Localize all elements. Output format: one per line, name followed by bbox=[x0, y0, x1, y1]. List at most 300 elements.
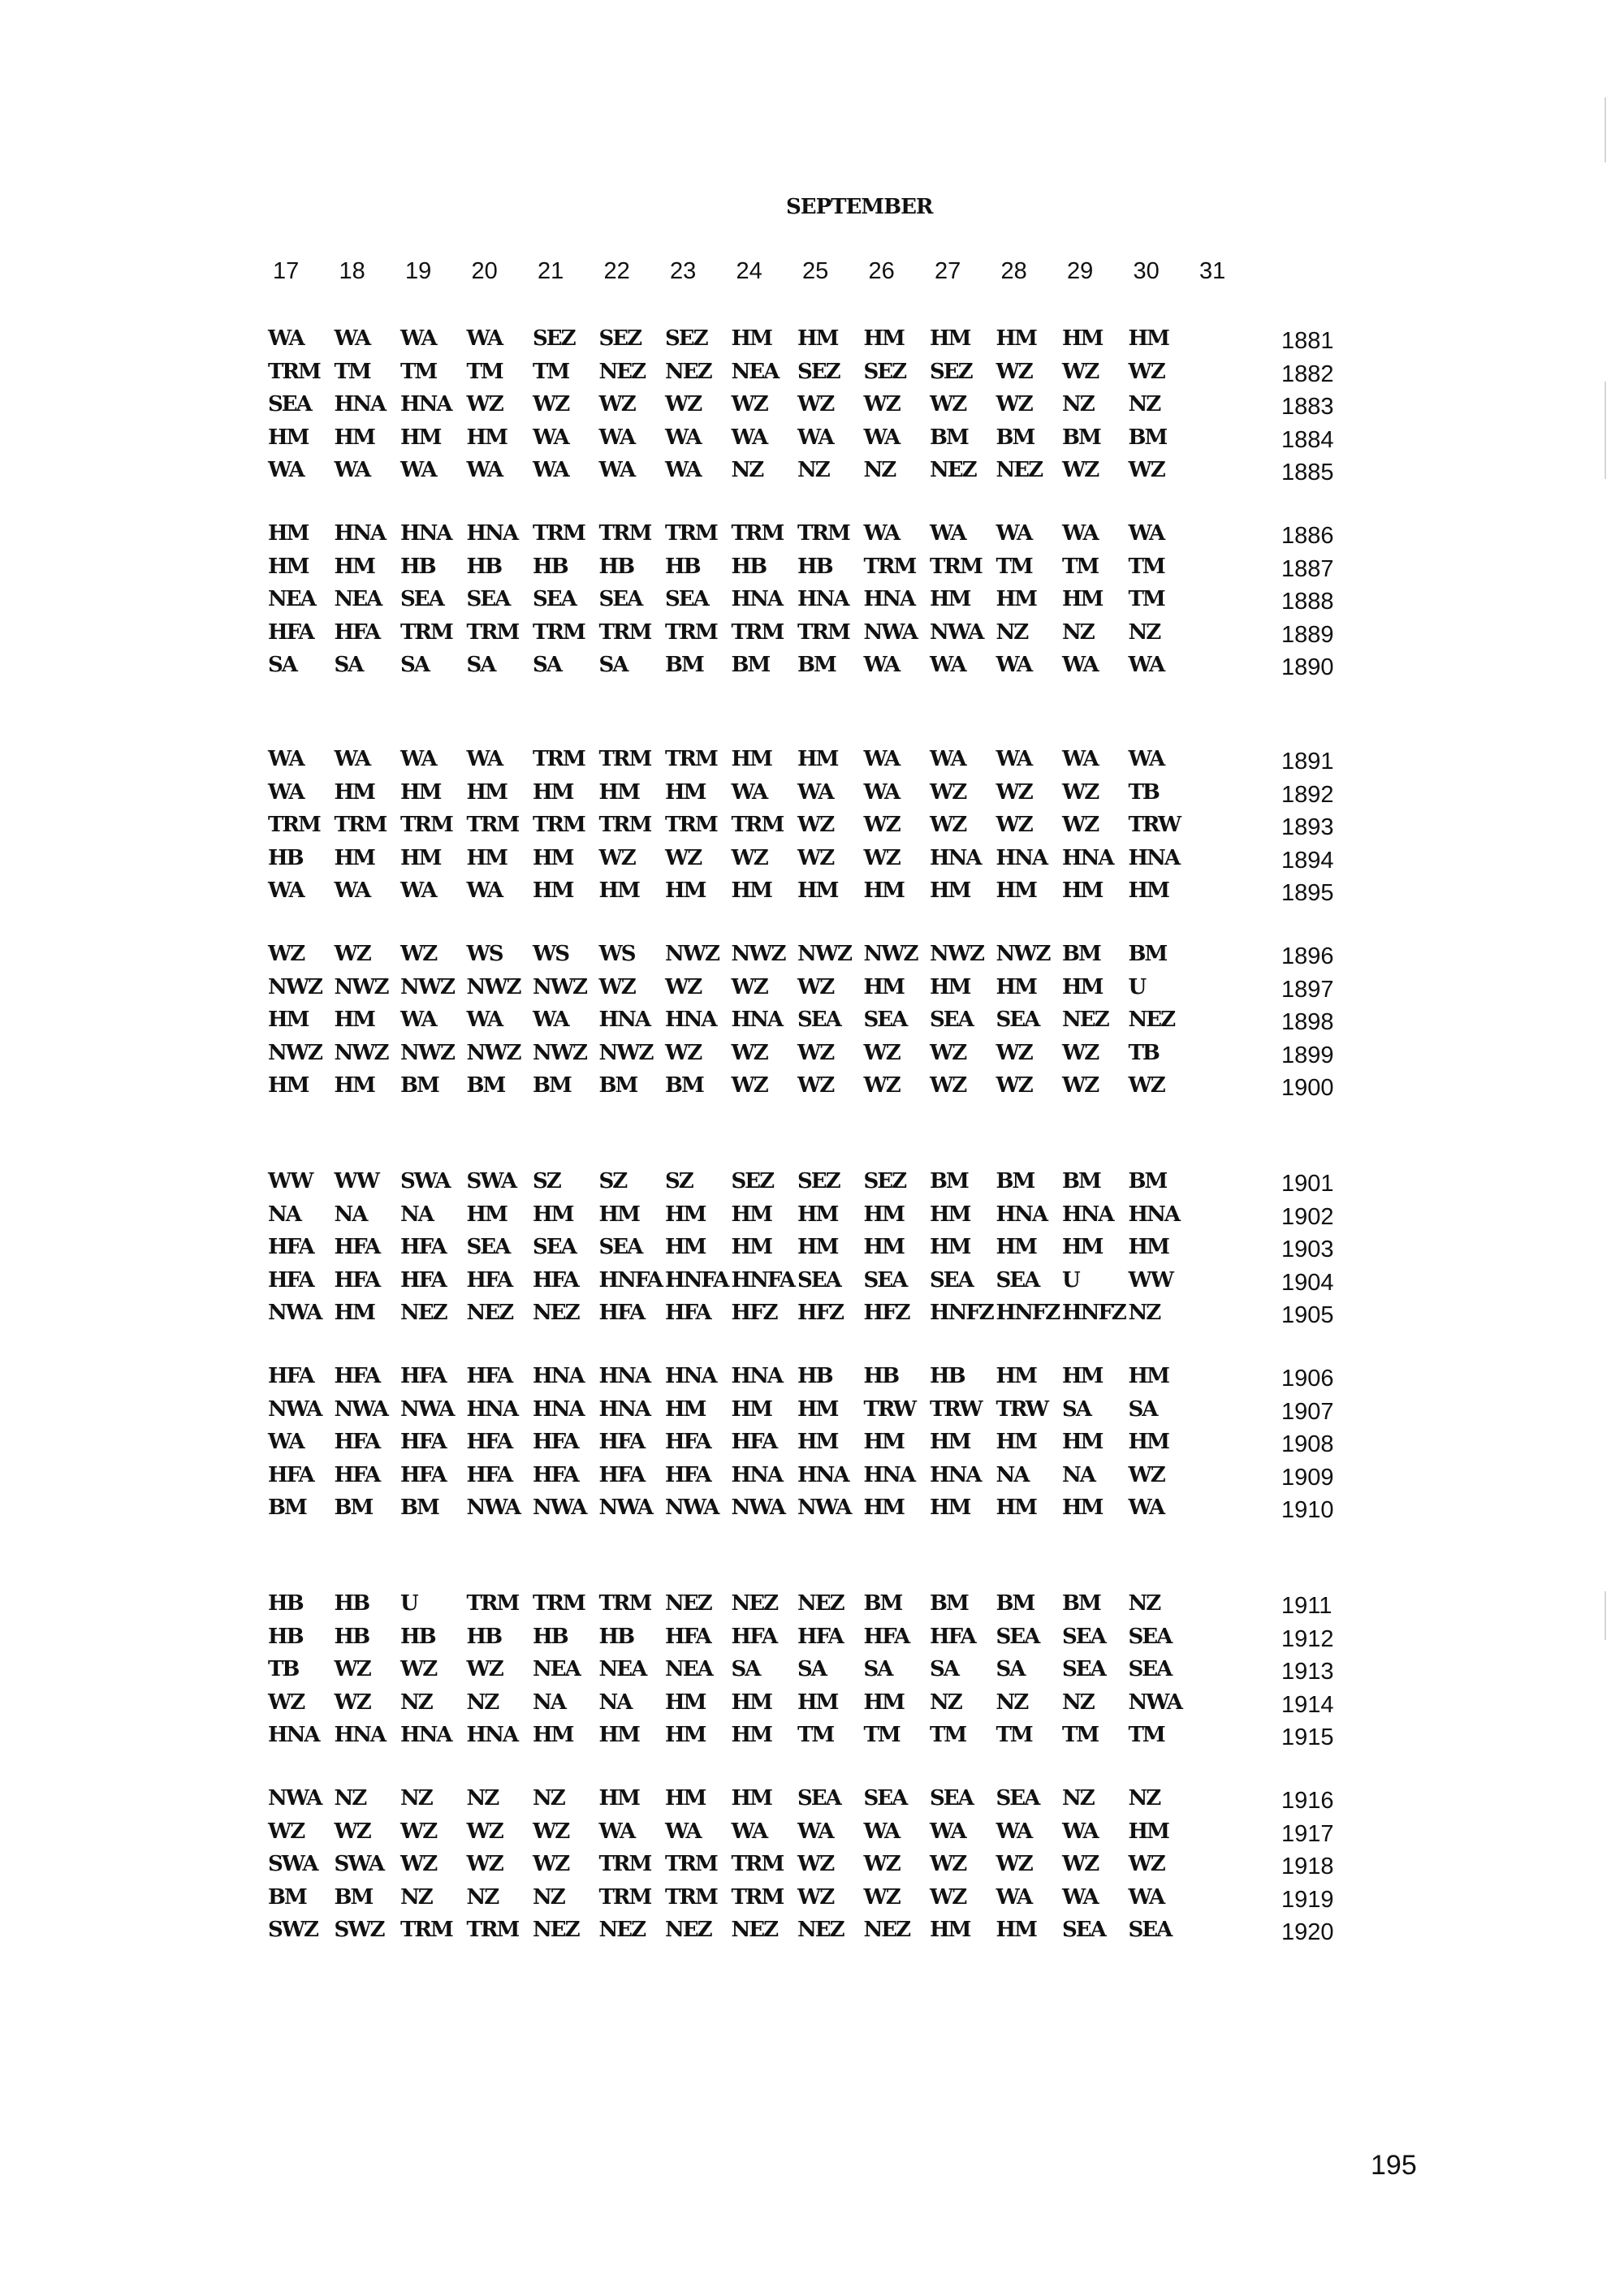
weather-code-cell: BM bbox=[533, 1073, 571, 1098]
weather-code-cell: HNA bbox=[466, 521, 518, 546]
weather-code-cell: BM bbox=[1062, 1591, 1100, 1616]
weather-code-cell: HM bbox=[863, 1690, 904, 1715]
weather-code-cell: BM bbox=[400, 1495, 438, 1520]
weather-code-cell: HM bbox=[533, 878, 573, 903]
weather-code-cell: WA bbox=[1128, 1495, 1164, 1520]
weather-code-cell: HM bbox=[731, 1786, 771, 1810]
year-label: 1912 bbox=[1281, 1625, 1334, 1652]
weather-code-cell: BM bbox=[1128, 942, 1167, 966]
year-label: 1909 bbox=[1281, 1464, 1334, 1491]
weather-code-cell: WZ bbox=[797, 974, 834, 999]
weather-code-cell: NZ bbox=[731, 458, 763, 482]
weather-code-cell: WA bbox=[268, 1430, 304, 1454]
year-label: 1900 bbox=[1281, 1075, 1334, 1101]
weather-code-cell: HM bbox=[863, 1202, 904, 1227]
day-header: 27 bbox=[935, 258, 961, 284]
weather-code-cell: TRM bbox=[930, 554, 982, 579]
year-label: 1910 bbox=[1281, 1497, 1334, 1523]
day-header: 26 bbox=[868, 258, 895, 284]
weather-code-cell: SEA bbox=[665, 587, 708, 611]
weather-code-cell: BM bbox=[400, 1073, 438, 1098]
weather-code-cell: NWZ bbox=[334, 974, 388, 999]
weather-code-cell: HM bbox=[1062, 1235, 1103, 1259]
weather-code-cell: WA bbox=[268, 779, 304, 805]
weather-code-cell: HFA bbox=[334, 619, 380, 645]
weather-code-cell: HFA bbox=[334, 1235, 380, 1259]
weather-code-cell: TRW bbox=[863, 1396, 916, 1422]
weather-code-cell: HM bbox=[797, 1690, 838, 1715]
weather-code-cell: TRW bbox=[996, 1396, 1048, 1422]
weather-code-cell: WA bbox=[1128, 747, 1164, 771]
weather-code-cell: WZ bbox=[1128, 458, 1164, 482]
weather-code-cell: HM bbox=[863, 1235, 904, 1259]
weather-code-cell: NEZ bbox=[665, 1591, 711, 1616]
weather-code-cell: HM bbox=[400, 779, 441, 805]
year-label: 1903 bbox=[1281, 1236, 1334, 1262]
weather-code-cell: HM bbox=[268, 521, 309, 546]
weather-code-cell: WA bbox=[731, 425, 767, 450]
weather-code-cell: NA bbox=[400, 1202, 433, 1227]
weather-code-cell: NZ bbox=[533, 1884, 564, 1910]
weather-code-cell: SA bbox=[466, 653, 495, 677]
weather-code-cell: TRW bbox=[1128, 813, 1181, 837]
weather-code-cell: NA bbox=[268, 1202, 300, 1227]
weather-code-cell: HM bbox=[334, 845, 374, 870]
weather-code-cell: WS bbox=[598, 942, 635, 966]
weather-code-cell: WA bbox=[996, 1819, 1032, 1844]
weather-code-cell: HM bbox=[731, 878, 771, 903]
weather-code-cell: WZ bbox=[731, 392, 767, 416]
weather-code-cell: HM bbox=[996, 1430, 1036, 1454]
weather-code-cell: HM bbox=[863, 878, 904, 903]
weather-code-cell: SEA bbox=[863, 1267, 907, 1293]
weather-code-cell: NWA bbox=[268, 1786, 322, 1810]
weather-code-cell: WZ bbox=[334, 942, 370, 966]
year-label: 1911 bbox=[1281, 1593, 1332, 1619]
weather-code-cell: HFA bbox=[797, 1624, 843, 1649]
day-header: 18 bbox=[339, 258, 365, 284]
weather-code-cell: WZ bbox=[863, 1040, 900, 1065]
weather-code-cell: TRM bbox=[665, 1884, 717, 1910]
weather-code-cell: NZ bbox=[400, 1786, 432, 1810]
weather-code-cell: HM bbox=[598, 1786, 639, 1810]
weather-code-cell: NA bbox=[598, 1690, 632, 1715]
year-label: 1917 bbox=[1281, 1820, 1334, 1847]
weather-code-cell: NWZ bbox=[334, 1040, 388, 1065]
weather-code-cell: WA bbox=[863, 653, 900, 677]
weather-code-cell: NEZ bbox=[797, 1918, 844, 1942]
weather-code-cell: HB bbox=[466, 1624, 502, 1649]
weather-code-cell: HFA bbox=[268, 1462, 313, 1487]
weather-code-cell: HB bbox=[598, 1624, 634, 1649]
weather-code-cell: WA bbox=[1062, 1819, 1098, 1844]
weather-code-cell: HM bbox=[731, 326, 771, 351]
weather-code-cell: WZ bbox=[731, 845, 767, 870]
weather-code-cell: HM bbox=[731, 1723, 771, 1747]
weather-code-cell: WA bbox=[400, 1008, 436, 1032]
year-label: 1883 bbox=[1281, 394, 1334, 420]
weather-code-cell: SEZ bbox=[930, 359, 972, 384]
weather-code-cell: NWA bbox=[930, 619, 983, 645]
weather-code-cell: HFA bbox=[400, 1430, 446, 1454]
weather-code-cell: WA bbox=[930, 1819, 965, 1844]
weather-code-cell: WA bbox=[334, 747, 370, 771]
weather-code-cell: HB bbox=[466, 554, 502, 579]
weather-code-cell: WA bbox=[1128, 653, 1164, 677]
weather-code-cell: HM bbox=[863, 326, 904, 351]
weather-code-cell: SEA bbox=[1128, 1624, 1172, 1649]
weather-code-cell: NWZ bbox=[996, 942, 1050, 966]
weather-code-cell: HB bbox=[268, 845, 303, 870]
weather-code-cell: WA bbox=[268, 747, 304, 771]
weather-code-cell: HFA bbox=[533, 1430, 578, 1454]
weather-code-cell: NEZ bbox=[797, 1591, 844, 1616]
weather-code-cell: WZ bbox=[1062, 779, 1099, 805]
weather-code-cell: WZ bbox=[996, 1852, 1032, 1876]
weather-code-cell: HM bbox=[996, 1364, 1036, 1388]
weather-code-cell: HFA bbox=[334, 1267, 380, 1293]
weather-code-cell: TRM bbox=[598, 813, 651, 837]
weather-code-cell: BM bbox=[797, 653, 836, 677]
weather-code-cell: HFA bbox=[598, 1430, 645, 1454]
weather-code-cell: TRM bbox=[533, 747, 585, 771]
weather-code-cell: HM bbox=[665, 1235, 706, 1259]
weather-code-cell: WA bbox=[466, 878, 503, 903]
weather-code-cell: HFA bbox=[598, 1301, 645, 1325]
weather-code-cell: SA bbox=[268, 653, 296, 677]
weather-code-cell: HFA bbox=[665, 1462, 710, 1487]
weather-code-cell: HM bbox=[466, 845, 507, 870]
weather-code-cell: HFA bbox=[466, 1267, 512, 1293]
weather-code-cell: WZ bbox=[1062, 458, 1099, 482]
weather-code-cell: WZ bbox=[533, 392, 569, 416]
weather-code-cell: WA bbox=[334, 326, 370, 351]
weather-code-cell: HFA bbox=[400, 1267, 446, 1293]
weather-code-cell: TRM bbox=[797, 619, 849, 645]
weather-code-cell: HM bbox=[1128, 1819, 1168, 1844]
weather-code-cell: NZ bbox=[466, 1690, 499, 1715]
weather-code-cell: WZ bbox=[1128, 1462, 1164, 1487]
weather-code-cell: NWA bbox=[731, 1495, 784, 1520]
weather-code-cell: HM bbox=[334, 1301, 374, 1325]
weather-code-cell: TRM bbox=[400, 1918, 452, 1942]
weather-code-cell: HM bbox=[797, 1202, 838, 1227]
weather-code-cell: HM bbox=[996, 878, 1036, 903]
weather-code-cell: BM bbox=[665, 1073, 703, 1098]
day-header: 31 bbox=[1199, 258, 1226, 284]
weather-code-cell: U bbox=[1062, 1267, 1079, 1293]
weather-code-cell: NWZ bbox=[598, 1040, 653, 1065]
weather-code-cell: WZ bbox=[466, 1819, 503, 1844]
year-label: 1907 bbox=[1281, 1398, 1334, 1425]
weather-code-cell: HM bbox=[1062, 878, 1103, 903]
weather-code-cell: TM bbox=[1128, 587, 1164, 611]
weather-code-cell: BM bbox=[268, 1495, 306, 1520]
weather-code-cell: SEA bbox=[598, 587, 642, 611]
weather-code-cell: TRM bbox=[268, 813, 320, 837]
weather-code-cell: WA bbox=[930, 521, 965, 546]
weather-code-cell: NWA bbox=[533, 1495, 586, 1520]
weather-code-cell: WZ bbox=[797, 1852, 834, 1876]
weather-code-cell: WZ bbox=[334, 1690, 370, 1715]
weather-code-cell: WZ bbox=[797, 1073, 834, 1098]
weather-code-cell: NWZ bbox=[268, 974, 322, 999]
weather-code-cell: SEZ bbox=[863, 359, 906, 384]
weather-code-cell: NZ bbox=[533, 1786, 564, 1810]
weather-code-cell: TRM bbox=[797, 521, 849, 546]
weather-code-cell: HM bbox=[863, 974, 904, 999]
weather-code-cell: WW bbox=[334, 1169, 378, 1193]
weather-code-cell: WZ bbox=[400, 942, 437, 966]
weather-code-cell: NZ bbox=[400, 1884, 432, 1910]
weather-code-cell: NWZ bbox=[466, 1040, 520, 1065]
weather-code-cell: BM bbox=[598, 1073, 637, 1098]
weather-code-cell: HM bbox=[731, 747, 771, 771]
weather-code-cell: WZ bbox=[863, 392, 900, 416]
day-header: 25 bbox=[802, 258, 829, 284]
year-label: 1920 bbox=[1281, 1919, 1334, 1945]
weather-code-cell: SWA bbox=[466, 1169, 516, 1193]
weather-code-cell: HB bbox=[930, 1364, 965, 1388]
weather-code-cell: HNA bbox=[598, 1364, 650, 1388]
weather-code-cell: WZ bbox=[797, 845, 834, 870]
weather-code-cell: WZ bbox=[466, 392, 503, 416]
weather-code-cell: TRM bbox=[466, 1591, 519, 1616]
weather-code-cell: HM bbox=[797, 1235, 838, 1259]
weather-code-cell: NWA bbox=[268, 1396, 322, 1422]
weather-code-cell: HNA bbox=[996, 845, 1047, 870]
weather-code-cell: WA bbox=[930, 653, 965, 677]
weather-code-cell: SEA bbox=[598, 1235, 642, 1259]
weather-code-cell: TRM bbox=[533, 1591, 585, 1616]
weather-code-cell: BM bbox=[1128, 1169, 1167, 1193]
weather-code-cell: TRM bbox=[334, 813, 387, 837]
year-label: 1885 bbox=[1281, 460, 1334, 486]
weather-code-cell: SA bbox=[1062, 1396, 1091, 1422]
weather-code-cell: SEA bbox=[1062, 1624, 1105, 1649]
weather-code-cell: WZ bbox=[930, 1884, 966, 1910]
weather-code-cell: SA bbox=[400, 653, 429, 677]
weather-code-cell: HNA bbox=[334, 392, 386, 416]
weather-code-cell: HFA bbox=[665, 1430, 710, 1454]
weather-code-cell: HM bbox=[334, 779, 374, 805]
weather-code-cell: NEA bbox=[598, 1657, 646, 1681]
day-header: 20 bbox=[471, 258, 498, 284]
weather-code-cell: BM bbox=[1062, 942, 1100, 966]
year-label: 1919 bbox=[1281, 1886, 1334, 1913]
weather-code-cell: WZ bbox=[996, 359, 1032, 384]
weather-code-cell: HB bbox=[797, 554, 832, 579]
scan-edge-mark bbox=[1605, 1591, 1606, 1640]
weather-code-cell: HFA bbox=[466, 1430, 512, 1454]
weather-code-cell: HM bbox=[930, 878, 970, 903]
weather-code-cell: SEA bbox=[797, 1267, 840, 1293]
weather-code-cell: WZ bbox=[930, 1852, 966, 1876]
weather-code-cell: HNA bbox=[533, 1396, 584, 1422]
weather-code-cell: NWZ bbox=[268, 1040, 322, 1065]
weather-code-cell: NZ bbox=[1128, 1301, 1160, 1325]
weather-code-cell: HNA bbox=[466, 1396, 518, 1422]
weather-code-cell: NWZ bbox=[731, 942, 785, 966]
weather-code-cell: HM bbox=[466, 1202, 507, 1227]
weather-code-cell: HFA bbox=[731, 1624, 777, 1649]
scan-edge-mark bbox=[1605, 97, 1606, 162]
weather-code-cell: HM bbox=[533, 1202, 573, 1227]
weather-code-cell: HFA bbox=[731, 1430, 777, 1454]
year-label: 1894 bbox=[1281, 847, 1334, 874]
weather-code-cell: WZ bbox=[1128, 1852, 1164, 1876]
weather-code-cell: NZ bbox=[996, 619, 1028, 645]
weather-code-cell: HNA bbox=[1062, 845, 1113, 870]
weather-code-cell: SA bbox=[797, 1657, 826, 1681]
weather-code-cell: SEZ bbox=[533, 326, 575, 351]
weather-code-cell: WZ bbox=[665, 392, 702, 416]
weather-code-cell: HM bbox=[863, 1495, 904, 1520]
weather-code-cell: WZ bbox=[1128, 359, 1164, 384]
weather-code-cell: HFZ bbox=[863, 1301, 909, 1325]
day-header: 19 bbox=[405, 258, 432, 284]
weather-code-cell: TM bbox=[1062, 554, 1099, 579]
weather-code-cell: SZ bbox=[665, 1169, 693, 1193]
weather-code-cell: HFA bbox=[400, 1235, 446, 1259]
day-header: 29 bbox=[1067, 258, 1094, 284]
weather-code-cell: WA bbox=[1062, 747, 1098, 771]
weather-code-cell: HM bbox=[930, 1918, 970, 1942]
weather-code-cell: TRM bbox=[598, 1852, 651, 1876]
weather-code-cell: TM bbox=[533, 359, 569, 384]
weather-code-cell: WA bbox=[797, 779, 833, 805]
weather-code-cell: NA bbox=[1062, 1462, 1095, 1487]
weather-code-cell: HNA bbox=[930, 1462, 981, 1487]
year-label: 1902 bbox=[1281, 1203, 1334, 1230]
weather-code-cell: HM bbox=[1062, 326, 1103, 351]
year-label: 1915 bbox=[1281, 1724, 1334, 1750]
weather-code-cell: SWA bbox=[268, 1852, 317, 1876]
weather-code-cell: NZ bbox=[466, 1884, 499, 1910]
weather-code-cell: BM bbox=[930, 425, 968, 450]
weather-code-cell: HM bbox=[334, 425, 374, 450]
weather-code-cell: NEZ bbox=[1062, 1008, 1108, 1032]
weather-code-cell: HM bbox=[930, 1495, 970, 1520]
weather-code-cell: NZ bbox=[1062, 1690, 1094, 1715]
weather-code-cell: SEA bbox=[268, 392, 311, 416]
weather-code-cell: WZ bbox=[797, 813, 834, 837]
day-header: 17 bbox=[273, 258, 300, 284]
weather-code-cell: SEZ bbox=[598, 326, 641, 351]
weather-code-cell: HFA bbox=[598, 1462, 645, 1487]
year-label: 1884 bbox=[1281, 426, 1334, 453]
weather-code-cell: HNFZ bbox=[930, 1301, 993, 1325]
weather-code-cell: HM bbox=[996, 1918, 1036, 1942]
weather-code-cell: WA bbox=[1062, 1884, 1098, 1910]
weather-code-cell: HM bbox=[334, 1008, 374, 1032]
weather-code-cell: WZ bbox=[598, 392, 635, 416]
weather-code-cell: BM bbox=[731, 653, 770, 677]
weather-code-cell: HM bbox=[930, 974, 970, 999]
weather-code-cell: TRM bbox=[665, 521, 717, 546]
weather-code-cell: HNA bbox=[334, 1723, 386, 1747]
weather-code-cell: U bbox=[1128, 974, 1146, 999]
weather-code-cell: HM bbox=[533, 779, 573, 805]
weather-code-cell: HFA bbox=[334, 1364, 380, 1388]
day-header: 22 bbox=[603, 258, 630, 284]
weather-code-cell: BM bbox=[996, 1169, 1034, 1193]
weather-code-cell: NEZ bbox=[533, 1301, 579, 1325]
weather-code-cell: HM bbox=[665, 1202, 706, 1227]
weather-code-cell: WZ bbox=[665, 1040, 702, 1065]
weather-code-cell: SZ bbox=[533, 1169, 560, 1193]
weather-code-cell: NEZ bbox=[731, 1591, 778, 1616]
weather-code-cell: WZ bbox=[1062, 1040, 1099, 1065]
weather-code-cell: WZ bbox=[930, 1073, 966, 1098]
weather-code-cell: HM bbox=[996, 1495, 1036, 1520]
weather-code-cell: SA bbox=[930, 1657, 958, 1681]
weather-code-cell: SEA bbox=[930, 1267, 973, 1293]
weather-code-cell: HFZ bbox=[731, 1301, 777, 1325]
weather-code-cell: TB bbox=[1128, 1040, 1159, 1065]
weather-code-cell: WW bbox=[268, 1169, 313, 1193]
weather-code-cell: HNFA bbox=[731, 1267, 794, 1293]
weather-code-cell: HFA bbox=[466, 1364, 512, 1388]
weather-code-cell: TM bbox=[400, 359, 437, 384]
weather-code-cell: WZ bbox=[863, 813, 900, 837]
weather-code-cell: SWA bbox=[400, 1169, 450, 1193]
weather-code-cell: HNA bbox=[400, 1723, 451, 1747]
weather-code-cell: WZ bbox=[1062, 1852, 1099, 1876]
weather-code-cell: TM bbox=[863, 1723, 900, 1747]
weather-code-cell: HM bbox=[598, 878, 639, 903]
weather-code-cell: NZ bbox=[400, 1690, 432, 1715]
weather-code-cell: BM bbox=[1128, 425, 1167, 450]
weather-code-cell: TRM bbox=[400, 813, 452, 837]
weather-code-cell: HFA bbox=[533, 1267, 578, 1293]
year-label: 1890 bbox=[1281, 654, 1334, 680]
weather-code-cell: HNA bbox=[533, 1364, 584, 1388]
weather-code-cell: HM bbox=[996, 974, 1036, 999]
weather-code-cell: HM bbox=[996, 326, 1036, 351]
weather-code-cell: HNFZ bbox=[1062, 1301, 1125, 1325]
weather-code-cell: NEZ bbox=[1128, 1008, 1175, 1032]
weather-code-cell: WZ bbox=[731, 1073, 767, 1098]
weather-code-cell: BM bbox=[466, 1073, 505, 1098]
weather-code-cell: WA bbox=[1062, 521, 1098, 546]
weather-code-cell: NZ bbox=[466, 1786, 499, 1810]
weather-code-cell: WA bbox=[863, 521, 900, 546]
weather-code-cell: HNA bbox=[598, 1396, 650, 1422]
weather-code-cell: TRM bbox=[598, 1591, 651, 1616]
year-label: 1882 bbox=[1281, 360, 1334, 387]
weather-code-cell: HFA bbox=[268, 1267, 313, 1293]
weather-code-cell: WA bbox=[400, 747, 436, 771]
weather-code-cell: TRM bbox=[731, 521, 784, 546]
weather-code-cell: HNA bbox=[731, 1008, 783, 1032]
weather-code-cell: HM bbox=[1062, 587, 1103, 611]
weather-code-cell: WZ bbox=[533, 1852, 569, 1876]
weather-code-cell: HNA bbox=[797, 1462, 849, 1487]
weather-code-cell: TM bbox=[996, 1723, 1032, 1747]
weather-code-cell: SEZ bbox=[797, 1169, 840, 1193]
weather-code-cell: SA bbox=[533, 653, 561, 677]
weather-code-cell: HB bbox=[533, 554, 568, 579]
weather-code-cell: NEZ bbox=[930, 458, 976, 482]
weather-code-cell: WZ bbox=[400, 1657, 437, 1681]
weather-code-cell: TRM bbox=[598, 521, 651, 546]
weather-code-cell: HM bbox=[533, 845, 573, 870]
weather-code-cell: HB bbox=[665, 554, 700, 579]
weather-code-cell: HM bbox=[731, 1202, 771, 1227]
weather-code-cell: SEA bbox=[996, 1267, 1039, 1293]
weather-code-cell: NEZ bbox=[996, 458, 1043, 482]
